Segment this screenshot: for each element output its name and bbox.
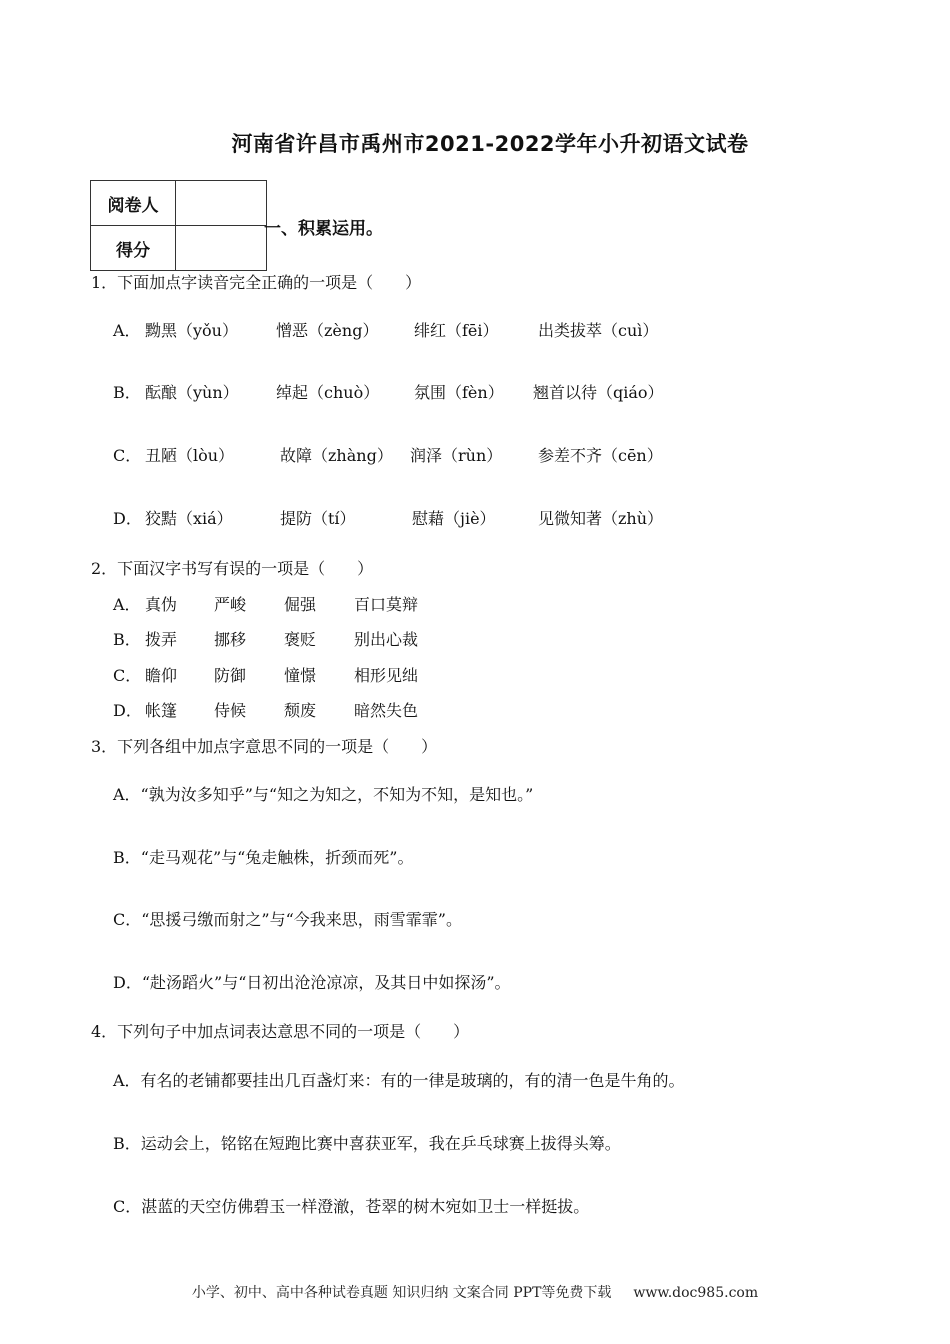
footer-text: 小学、初中、高中各种试卷真题 知识归纳 文案合同 PPT等免费下载 (191, 1285, 612, 1301)
q2-c-2: 防御 (214, 666, 247, 685)
q1-a-4: 出类拔萃（cuì） (538, 321, 659, 340)
question-1-stem: 1．下面加点字读音完全正确的一项是（ ） (91, 273, 422, 292)
q1-c-1: 丑陋（lòu） (145, 446, 235, 465)
score-blank (176, 226, 267, 271)
q1-d-4: 见微知著（zhù） (538, 509, 664, 528)
question-4-stem: 4．下列句子中加点词表达意思不同的一项是（ ） (91, 1022, 470, 1041)
q2-d-1: 帐篷 (145, 701, 178, 720)
q2-c-3: 憧憬 (284, 666, 317, 685)
q3-option-d: D．“赴汤蹈火”与“日初出沧沧凉凉，及其日中如探汤”。 (113, 973, 511, 992)
q2-c-1: 瞻仰 (145, 666, 178, 685)
score-label: 得分 (91, 226, 176, 271)
q1-label-d: D． (113, 509, 142, 528)
q1-c-3: 润泽（rùn） (410, 446, 503, 465)
footer-site-link[interactable]: www.doc985.com (633, 1285, 759, 1301)
q2-label-a: A． (113, 595, 141, 614)
q1-b-4: 翘首以待（qiáo） (533, 383, 664, 402)
section-heading: 一、积累运用。 (264, 219, 383, 239)
q3-option-a: A．“孰为汝多知乎”与“知之为知之，不知为不知，是知也。” (113, 785, 534, 804)
q2-a-2: 严峻 (214, 595, 247, 614)
q4-option-a: A．有名的老铺都要挂出几百盏灯来：有的一律是玻璃的，有的清一色是牛角的。 (113, 1071, 685, 1090)
q2-d-2: 侍候 (214, 701, 247, 720)
q1-c-2: 故障（zhàng） (280, 446, 393, 465)
q2-d-3: 颓废 (284, 701, 317, 720)
reviewer-blank (176, 181, 267, 226)
q3-option-c: C．“思援弓缴而射之”与“今我来思，雨雪霏霏”。 (113, 910, 462, 929)
q2-a-1: 真伪 (145, 595, 178, 614)
q2-d-4: 暗然失色 (354, 701, 419, 720)
reviewer-label: 阅卷人 (91, 181, 176, 226)
q1-b-2: 绰起（chuò） (276, 383, 380, 402)
page-footer (0, 1282, 950, 1302)
q1-b-3: 氛围（fèn） (414, 383, 504, 402)
q1-label-a: A． (113, 321, 141, 340)
q2-a-4: 百口莫辩 (354, 595, 419, 614)
q3-option-b: B．“走马观花”与“兔走触株，折颈而死”。 (113, 848, 414, 867)
q2-a-3: 倔强 (284, 595, 317, 614)
exam-title: 河南省许昌市禹州市2021-2022学年小升初语文试卷 (231, 132, 749, 156)
q1-d-3: 慰藉（jiè） (412, 509, 496, 528)
q1-a-1: 黝黑（yǒu） (145, 321, 238, 340)
question-3-stem: 3．下列各组中加点字意思不同的一项是（ ） (91, 737, 438, 756)
q2-label-c: C． (113, 666, 142, 685)
q2-c-4: 相形见绌 (354, 666, 419, 685)
q1-b-1: 酝酿（yùn） (145, 383, 239, 402)
question-2-stem: 2．下面汉字书写有误的一项是（ ） (91, 559, 374, 578)
q1-a-3: 绯红（fēi） (414, 321, 499, 340)
q4-option-c: C．湛蓝的天空仿佛碧玉一样澄澈，苍翠的树木宛如卫士一样挺拔。 (113, 1197, 590, 1216)
q4-option-b: B．运动会上，铭铭在短跑比赛中喜获亚军，我在乒乓球赛上拔得头筹。 (113, 1134, 621, 1153)
grader-table (90, 180, 267, 271)
q2-label-d: D． (113, 701, 142, 720)
q1-d-2: 提防（tí） (280, 509, 356, 528)
q1-a-2: 憎恶（zèng） (276, 321, 379, 340)
q2-b-4: 别出心裁 (354, 630, 419, 649)
q2-b-1: 拨弄 (145, 630, 178, 649)
q2-label-b: B． (113, 630, 141, 649)
q1-label-c: C． (113, 446, 142, 465)
q2-b-3: 褒贬 (284, 630, 317, 649)
q1-d-1: 狡黠（xiá） (145, 509, 233, 528)
q1-c-4: 参差不齐（cēn） (538, 446, 663, 465)
q1-label-b: B． (113, 383, 141, 402)
q2-b-2: 挪移 (214, 630, 247, 649)
